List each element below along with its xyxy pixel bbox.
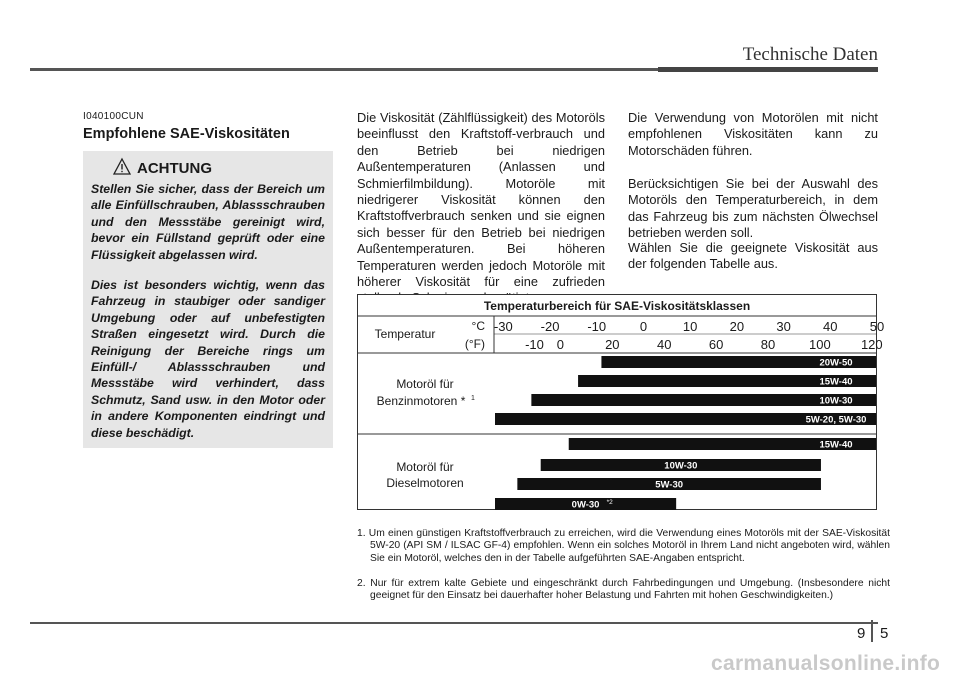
warning-paragraph: Dies ist besonders wichtig, wenn das Fahrzeug in staubiger oder sandiger Umgebung oder auf unbefestigten Straßen eingesetzt wird. Durch die Reinigung der Bereiche rings um Einfüll-/ Ablassschrauben und Messstäbe wird verhindert, dass Schmutz, Sand usw. in den Motor oder in andere Komponenten eindringt und diese beschädigt. [91, 278, 325, 440]
celsius-tick-label: -10 [587, 319, 607, 334]
gasoline-label-line1: Motoröl für [396, 377, 454, 391]
celsius-tick-label: 40 [823, 319, 838, 334]
warning-triangle-icon [113, 158, 131, 175]
viscosity-bar-label: 15W-40 [819, 376, 853, 388]
celsius-unit: °C [471, 319, 485, 333]
page-number: 5 [880, 625, 889, 642]
chapter-number: 9 [857, 625, 866, 642]
diesel-label-line2: Dieselmotoren [386, 476, 464, 490]
fahrenheit-tick-label: 60 [708, 337, 724, 352]
viscosity-bar-label: 5W-30 [655, 479, 684, 491]
gasoline-label-line2: Benzinmotoren * [376, 394, 466, 408]
warning-paragraph: Stellen Sie sicher, dass der Bereich um alle Einfüllschrauben, Ablassschrauben und den Messstäbe gereinigt wird, bevor ein Füllstand geprüft oder eine Flüssigkeit abgelassen wird. [91, 182, 325, 262]
footer-divider [871, 620, 873, 642]
fahrenheit-tick-label: 0 [556, 337, 565, 352]
watermark: carmanualsonline.info [711, 652, 941, 675]
celsius-tick-label: 30 [776, 319, 791, 334]
footer-rule [30, 622, 878, 624]
fahrenheit-tick-label: 20 [605, 337, 620, 352]
viscosity-bar-label: 15W-40 [819, 439, 853, 451]
celsius-scale [494, 319, 884, 334]
running-header-title: Technische Daten [742, 44, 878, 65]
temperature-label: Temperatur [374, 327, 436, 341]
fahrenheit-tick-label: 80 [760, 337, 776, 352]
footnote-2: 2. Nur für extrem kalte Gebiete und eingeschränkt durch Fahrbedingungen und Umgebung. (Insbesondere nicht geeignet für den Einsatz bei dauerhafter hoher Belastung und Fahrten mit hohen Geschwindigkeiten.) [357, 578, 890, 602]
gasoline-footnote-mark: 1 [471, 395, 475, 402]
section-heading: Empfohlene SAE-Viskositäten [83, 126, 290, 142]
viscosity-bar-label: 10W-30 [664, 460, 698, 472]
warning-title: ACHTUNG [137, 160, 212, 177]
viscosity-intro-paragraph: Die Viskosität (Zählflüssigkeit) des Motoröls beeinflusst den Kraftstoff-verbrauch und den Betrieb bei niedrigen Außentemperaturen (Anlassen und Schmierfilmbildung). Motoröle mit niedrigerer Viskosität können den Kraftstoffverbrauch senken und sie eignen sich besser für den Betrieb bei niedrigen Außentemperaturen. Bei höheren Temperaturen werden jedoch Motoröle mit höherer Viskosität für eine zufrieden [357, 110, 605, 290]
fahrenheit-tick-label: 40 [656, 337, 672, 352]
fahrenheit-unit: (°F) [464, 337, 485, 351]
celsius-tick-label: -20 [540, 319, 560, 334]
fahrenheit-tick-label: 120 [860, 337, 883, 352]
viscosity-bar-label: 0W-30 [571, 499, 600, 511]
footnote-1: 1. Um einen günstigen Kraftstoffverbrauch zu erreichen, wird die Verwendung eines Motoröls mit der SAE-Viskosität 5W-20 (API SM / ILSAC GF-4) empfohlen. Wenn ein solches Motoröl in Ihrem Land nicht angeboten wird, wählen Sie ein Motoröl, welches den in der Tabelle aufgeführten SAE-Angaben entspricht. [357, 528, 890, 564]
celsius-tick-label: 0 [639, 319, 648, 334]
viscosity-bar-label: 20W-50 [819, 357, 853, 369]
table-title: Temperaturbereich für SAE-Viskositätsklassen [483, 299, 751, 313]
body-paragraph: Berücksichtigen Sie bei der Auswahl des Motoröls den Temperaturbereich, in dem das Fahrzeug bis zum nächsten Ölwechsel betrieben werden soll. [628, 176, 878, 241]
celsius-tick-label: 10 [682, 319, 698, 334]
fahrenheit-tick-label: -10 [525, 337, 544, 352]
body-paragraph: Wählen Sie die geeignete Viskosität aus der folgenden Tabelle aus. [628, 240, 878, 272]
celsius-tick-label: 20 [729, 319, 745, 334]
viscosity-bar-label: 5W-20, 5W-30 [805, 414, 867, 426]
celsius-tick-label: -30 [493, 319, 513, 334]
body-paragraph: Die Verwendung von Motorölen mit nicht empfohlenen Viskositäten kann zu Motorschäden führen. [628, 110, 878, 158]
viscosity-chart [357, 294, 885, 511]
viscosity-bar-footnote-mark: *2 [606, 499, 613, 506]
celsius-tick-label: 50 [869, 319, 885, 334]
header-rule-accent [658, 67, 878, 72]
section-code: I040100CUN [83, 111, 144, 122]
diesel-label-line1: Motoröl für [396, 460, 454, 474]
fahrenheit-tick-label: 100 [809, 337, 831, 352]
viscosity-bar-label: 10W-30 [819, 395, 853, 407]
